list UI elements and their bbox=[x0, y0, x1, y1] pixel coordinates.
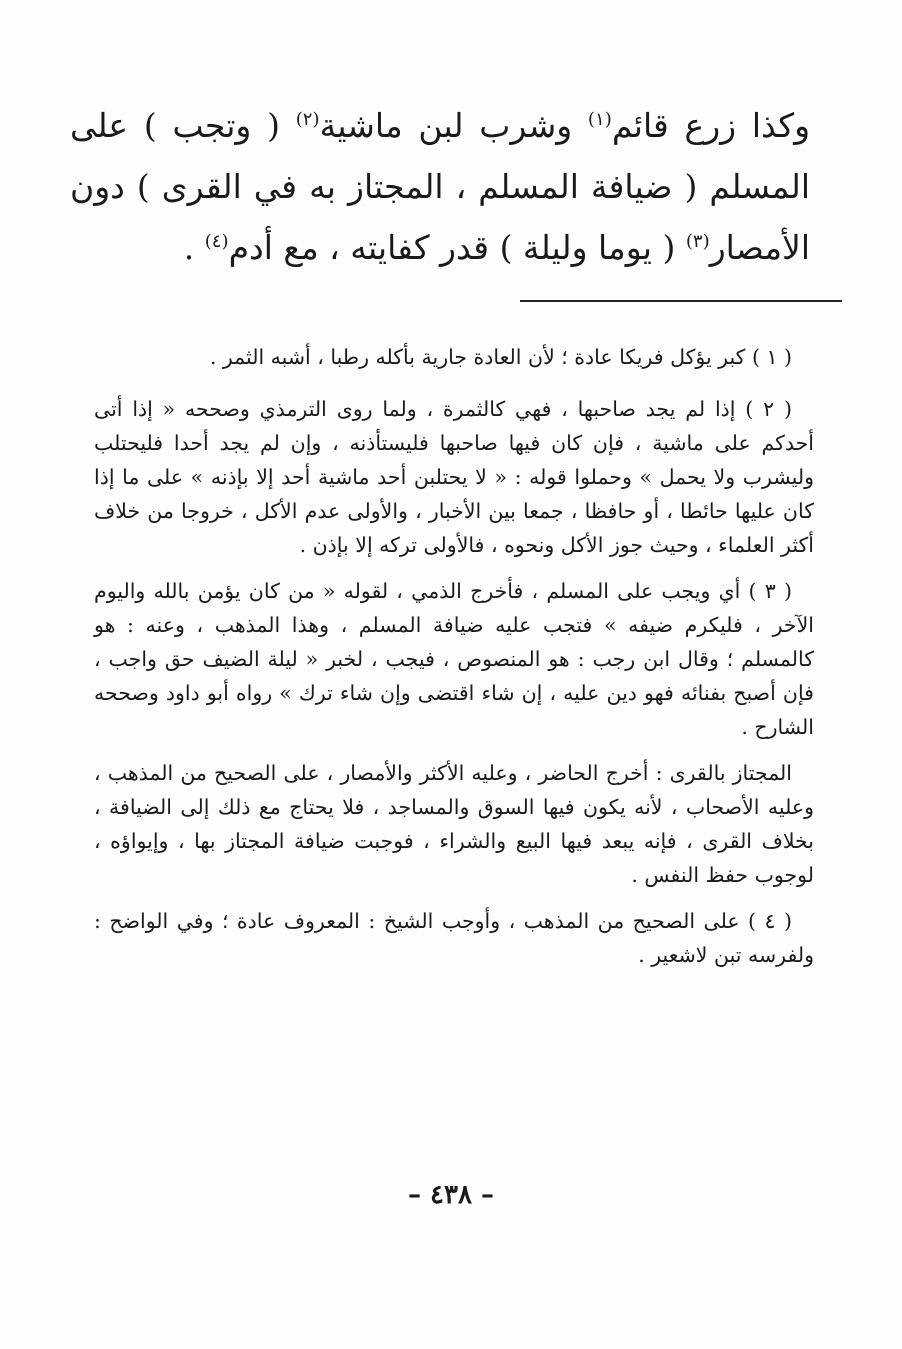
main-text-part-4: ( يوما وليلة ) قدر كفايته ، مع أدم bbox=[228, 228, 686, 267]
footnotes-section bbox=[94, 340, 814, 984]
footnote-4: ( ٤ ) على الصحيح من المذهب ، وأوجب الشيخ : المعروف عادة ؛ وفي الواضح : ولفرسه تبن لاشعير . bbox=[94, 909, 814, 967]
footnote-2: ( ٢ ) إذا لم يجد صاحبها ، فهي كالثمرة ، ولما روى الترمذي وصححه « إذا أتى أحدكم على ماشية ، فإن كان فيها صاحبها فليستأذنه ، وإن لم يجد أحدا فليحتلب وليشرب ولا يحمل » وحملوا قوله : « لا يحتلبن أحد ماشية أحد إلا بإذنه » على ما إذا كان عليها حائطا ، أو حافظا ، جمعا بين الأخبار ، والأولى عدم الأكل ، خروجا من خلاف أكثر العلماء ، وحيث جوز الأكل ونحوه ، فالأولى تركه إلا بإذن . bbox=[94, 397, 814, 557]
main-text-part-3: ( وتجب ) على المسلم ( ضيافة المسلم ، المجتاز به في القرى ) دون الأمصار bbox=[70, 106, 810, 267]
main-text bbox=[70, 95, 810, 278]
footnote-ref-3: (٣) bbox=[685, 231, 710, 252]
footnote-3: ( ٣ ) أي ويجب على المسلم ، فأخرج الذمي ، لقوله « من كان يؤمن بالله واليوم الآخر ، فليكرم ضيفه » فتجب عليه ضيافة المسلم ، وهذا المذهب ، وعنه : هو كالمسلم ؛ وقال ابن رجب : هو المنصوص ، فيجب ، لخبر « ليلة الضيف حق واجب ، فإن أصبح بفنائه فهو دين عليه ، إن شاء اقتضى وإن شاء ترك » رواه أبو داود وصححه الشارح . bbox=[94, 579, 814, 739]
footnote-ref-2: (٢) bbox=[295, 109, 320, 130]
main-text-part-2: وشرب لبن ماشية bbox=[319, 106, 588, 145]
footnote-ref-4: (٤) bbox=[204, 231, 229, 252]
main-text-part-1: وكذا زرع قائم bbox=[611, 106, 811, 145]
footnote-divider bbox=[520, 300, 842, 302]
main-text-part-5: . bbox=[183, 228, 205, 267]
footnote-ref-1: (١) bbox=[587, 109, 612, 130]
page-number: – ٤٣٨ – bbox=[407, 1180, 495, 1210]
footnote-3-continuation: المجتاز بالقرى : أخرج الحاضر ، وعليه الأكثر والأمصار ، على الصحيح من المذهب ، وعليه الأصحاب ، لأنه يكون فيها السوق والمساجد ، فلا يحتاج مع ذلك إلى الضيافة ، بخلاف القرى ، فإنه يبعد فيها البيع والشراء ، فوجبت ضيافة المجتاز بها ، وإيواؤه ، لوجوب حفظ النفس . bbox=[94, 761, 814, 887]
footnote-1: ( ١ ) كبر يؤكل فريكا عادة ؛ لأن العادة جارية بأكله رطبا ، أشبه الثمر . bbox=[209, 345, 792, 369]
